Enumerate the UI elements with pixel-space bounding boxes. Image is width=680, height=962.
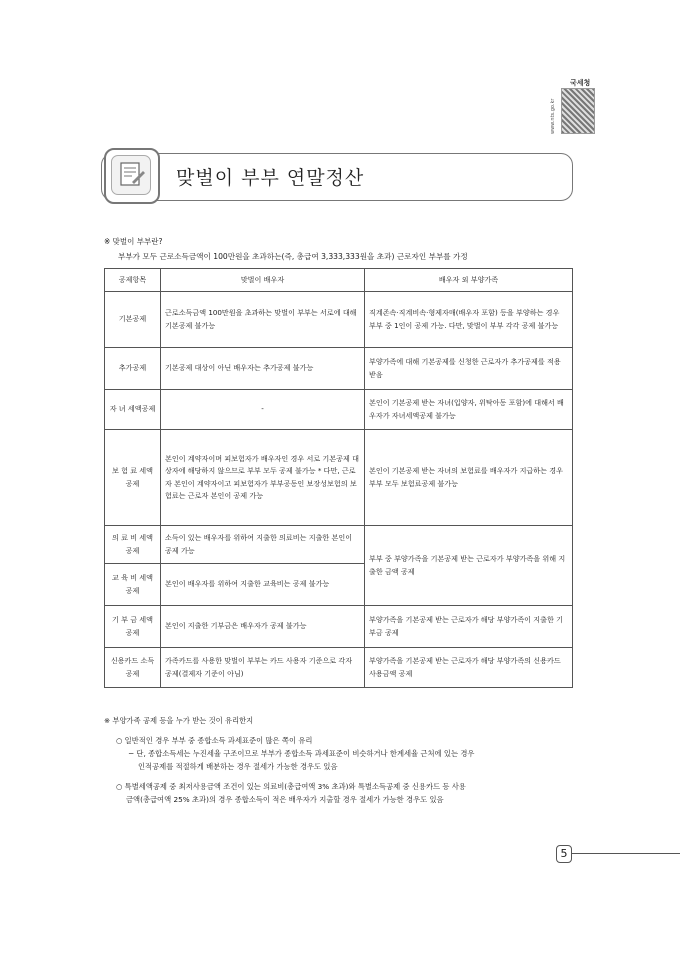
table-row: [105, 648, 573, 688]
row-spouse: 기본공제 대상이 아닌 배우자는 추가공제 불가능: [161, 348, 365, 390]
table-row: [105, 606, 573, 648]
row-category: 보 험 료 세액공제: [105, 430, 161, 526]
intro-text: 부부가 모두 근로소득금액이 100만원을 초과하는(즉, 총급여 3,333,333원을 초과) 근로자인 부부를 가정: [118, 252, 468, 261]
header-spouse: 맞벌이 배우자: [161, 269, 365, 292]
row-spouse: 본인이 배우자를 위하여 지출한 교육비는 공제 불가능: [161, 564, 365, 606]
note-line: 인적공제를 적절하게 배분하는 경우 절세가 가능한 경우도 있음: [138, 762, 338, 771]
note-line: 금액(총급여액 25% 초과)의 경우 종합소득이 적은 배우자가 지출할 경우 절세가 가능한 경우도 있음: [126, 795, 444, 804]
agency-url: www.nts.go.kr: [550, 98, 556, 134]
row-category: 자 녀 세액공제: [105, 390, 161, 430]
note-line: − 단, 종합소득세는 누진세율 구조이므로 부부가 종합소득 과세표준이 비슷하거나 한계세율 근처에 있는 경우: [128, 749, 475, 758]
row-dependents: 부양가족에 대해 기본공제를 신청한 근로자가 추가공제를 적용 받음: [365, 348, 573, 390]
table-row: [105, 430, 573, 526]
deduction-table: [104, 268, 573, 688]
header-category: 공제항목: [105, 269, 161, 292]
row-category: 신용카드 소득공제: [105, 648, 161, 688]
note-line: ○ 일반적인 경우 부부 중 종합소득 과세표준이 많은 쪽이 유리: [116, 736, 313, 745]
table-row: [105, 348, 573, 390]
agency-name: 국세청: [570, 79, 591, 87]
table-header-row: [105, 269, 573, 292]
page-number: 5: [556, 845, 572, 863]
row-spouse: 가족카드를 사용한 맞벌이 부부는 카드 사용자 기준으로 각자 공제(결제자 기준이 아님): [161, 648, 365, 688]
row-spouse: 근로소득금액 100만원을 초과하는 맞벌이 부부는 서로에 대해 기본공제 불가능: [161, 292, 365, 348]
row-dependents: 부양가족을 기본공제 받는 근로자가 해당 부양가족의 신용카드 사용금액 공제: [365, 648, 573, 688]
row-spouse: -: [161, 390, 365, 430]
row-dependents: 부부 중 부양가족을 기본공제 받는 근로자가 부양가족을 위해 지출한 금액 공제: [365, 526, 573, 606]
row-category: 의 료 비 세액공제: [105, 526, 161, 564]
table-row: [105, 526, 573, 564]
row-category: 교 육 비 세액공제: [105, 564, 161, 606]
row-dependents: 본인이 기본공제 받는 자녀의 보험료를 배우자가 지급하는 경우 부부 모두 보험료공제 불가능: [365, 430, 573, 526]
intro-heading: ※ 맞벌이 부부란?: [104, 237, 163, 246]
notes-heading: ※ 부양가족 공제 등을 누가 받는 것이 유리한지: [104, 716, 254, 725]
row-dependents: 직계존속·직계비속·형제자매(배우자 포함) 등을 부양하는 경우 부부 중 1인이 공제 가능. 다만, 맞벌이 부부 각각 공제 불가능: [365, 292, 573, 348]
row-dependents: 부양가족을 기본공제 받는 근로자가 해당 부양가족이 지출한 기부금 공제: [365, 606, 573, 648]
header-dependents: 배우자 외 부양가족: [365, 269, 573, 292]
notes-section: [104, 714, 574, 806]
page-number-rule: [571, 853, 680, 854]
row-spouse: 본인이 계약자이며 피보험자가 배우자인 경우 서로 기본공제 대상자에 해당하지 않으므로 부부 모두 공제 불가능 * 다만, 근로자 본인이 계약자이고 피보험자가 부부공동인 보장성보험의 보험료는 근로자 본인이 공제 가능: [161, 430, 365, 526]
row-category: 기본공제: [105, 292, 161, 348]
row-dependents: 본인이 기본공제 받는 자녀(입양자, 위탁아동 포함)에 대해서 배우자가 자녀세액공제 불가능: [365, 390, 573, 430]
page-title: 맞벌이 부부 연말정산: [176, 167, 365, 189]
table-row: [105, 390, 573, 430]
row-spouse: 소득이 있는 배우자를 위하여 지출한 의료비는 지출한 본인이 공제 가능: [161, 526, 365, 564]
note-line: ○ 특별세액공제 중 최저사용금액 조건이 있는 의료비(총급여액 3% 초과)와 특별소득공제 중 신용카드 등 사용: [116, 782, 466, 791]
document-icon: [104, 148, 160, 204]
row-category: 추가공제: [105, 348, 161, 390]
table-row: [105, 292, 573, 348]
row-spouse: 본인이 지출한 기부금은 배우자가 공제 불가능: [161, 606, 365, 648]
row-category: 기 부 금 세액공제: [105, 606, 161, 648]
qr-code: [561, 88, 595, 134]
